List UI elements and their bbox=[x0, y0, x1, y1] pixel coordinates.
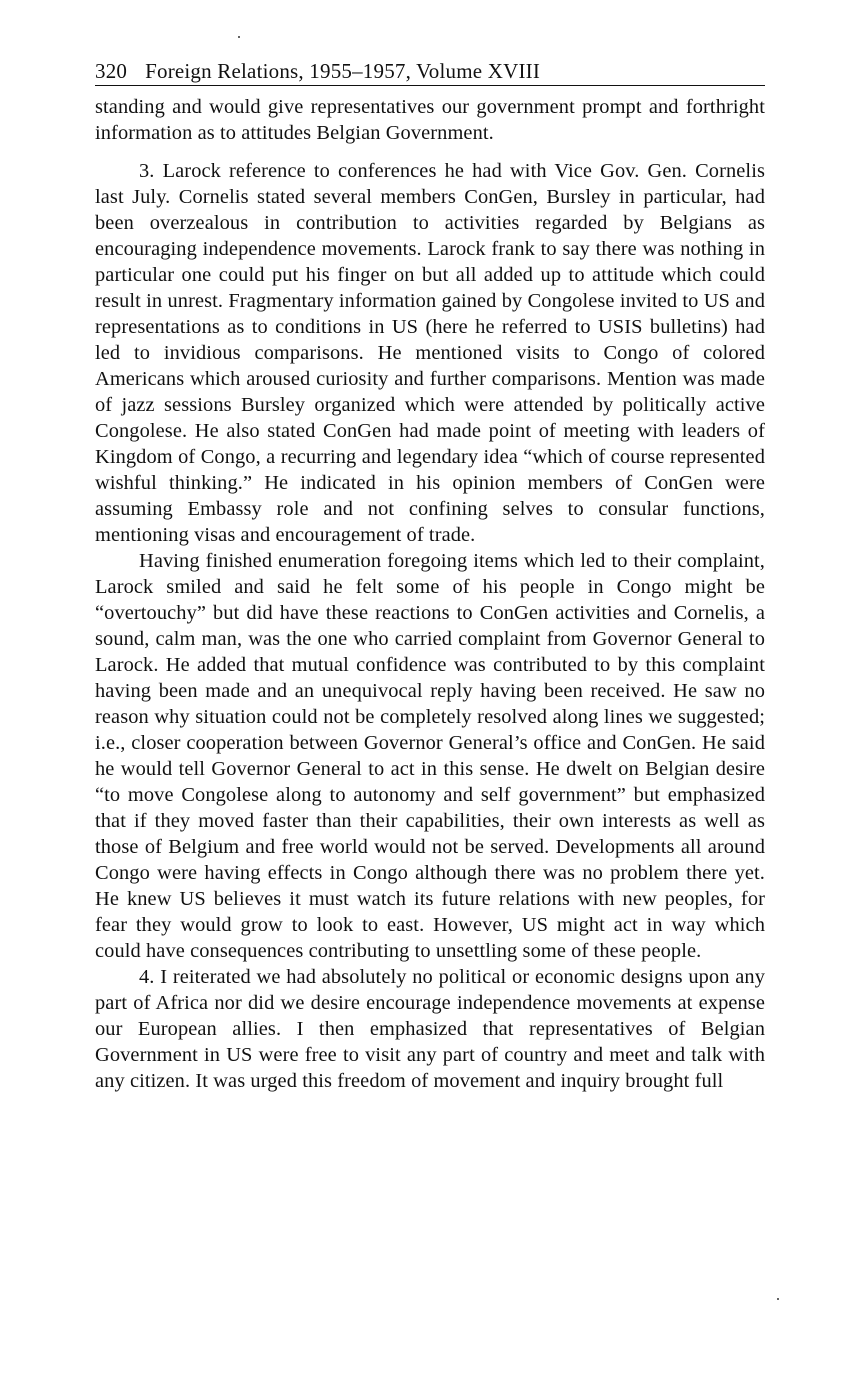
paragraph-continuation: standing and would give representatives our government prompt and forthright information as to attitudes Belgian Government. bbox=[95, 96, 765, 144]
running-head bbox=[95, 58, 765, 86]
paragraph-larock-response: Having finished enumeration foregoing items which led to their complaint, Larock smiled and said he felt some of his people in Congo might be “overtouchy” but did have these reactions to ConGen activities and Cornelis, a sound, calm man, was the one who carried complaint from Governor General to Larock. He added that mutual confidence was contributed to by this complaint having been made and an unequivocal reply having been received. He saw no reason why situation could not be completely resolved along lines we suggested; i.e., closer cooperation between Governor General’s office and ConGen. He said he would tell Governor General to act in this sense. He dwelt on Belgian desire “to move Congolese along to autonomy and self government” but emphasized that if they moved faster than their capabilities, their own interests as well as those of Belgium and free world would not be served. Developments all around Congo were having effects in Congo although there was no problem there yet. He knew US believes it must watch its future relations with new peoples, for fear they would grow to look to east. However, US might act in way which could have consequences contributing to unsettling some of these people. bbox=[95, 550, 765, 962]
scan-speck bbox=[777, 1298, 779, 1300]
scan-speck bbox=[238, 36, 240, 38]
paragraph-item-3: 3. Larock reference to conferences he had with Vice Gov. Gen. Cornelis last July. Cornelis stated several members ConGen, Bursley in particular, had been overzealous in contribution to activities regarded by Belgians as encouraging independence movements. Larock frank to say there was nothing in particular one could put his finger on but all added up to attitude which could result in unrest. Fragmentary information gained by Congolese invited to US and representations as to conditions in US (here he referred to USIS bulletins) had led to invidious comparisons. He mentioned visits to Congo of colored Americans which aroused curiosity and further comparisons. Mention was made of jazz sessions Bursley organized which were attended by politically active Congolese. He also stated ConGen had made point of meeting with leaders of Kingdom of Congo, a recurring and legendary idea “which of course represented wishful thinking.” He indicated in his opinion members of ConGen were assuming Embassy role and not confining selves to consular functions, mentioning visas and encouragement of trade. bbox=[95, 160, 765, 546]
running-title: Foreign Relations, 1955–1957, Volume XVIII bbox=[145, 59, 541, 83]
page-number: 320 bbox=[95, 59, 128, 83]
document-page bbox=[95, 58, 765, 1094]
paragraph-item-4: 4. I reiterated we had absolutely no political or economic designs upon any part of Africa nor did we desire encourage independence movements at expense our European allies. I then emphasized that representatives of Belgian Government in US were free to visit any part of country and meet and talk with any citizen. It was urged this freedom of movement and inquiry brought full bbox=[95, 966, 765, 1092]
body-text bbox=[95, 94, 765, 1094]
